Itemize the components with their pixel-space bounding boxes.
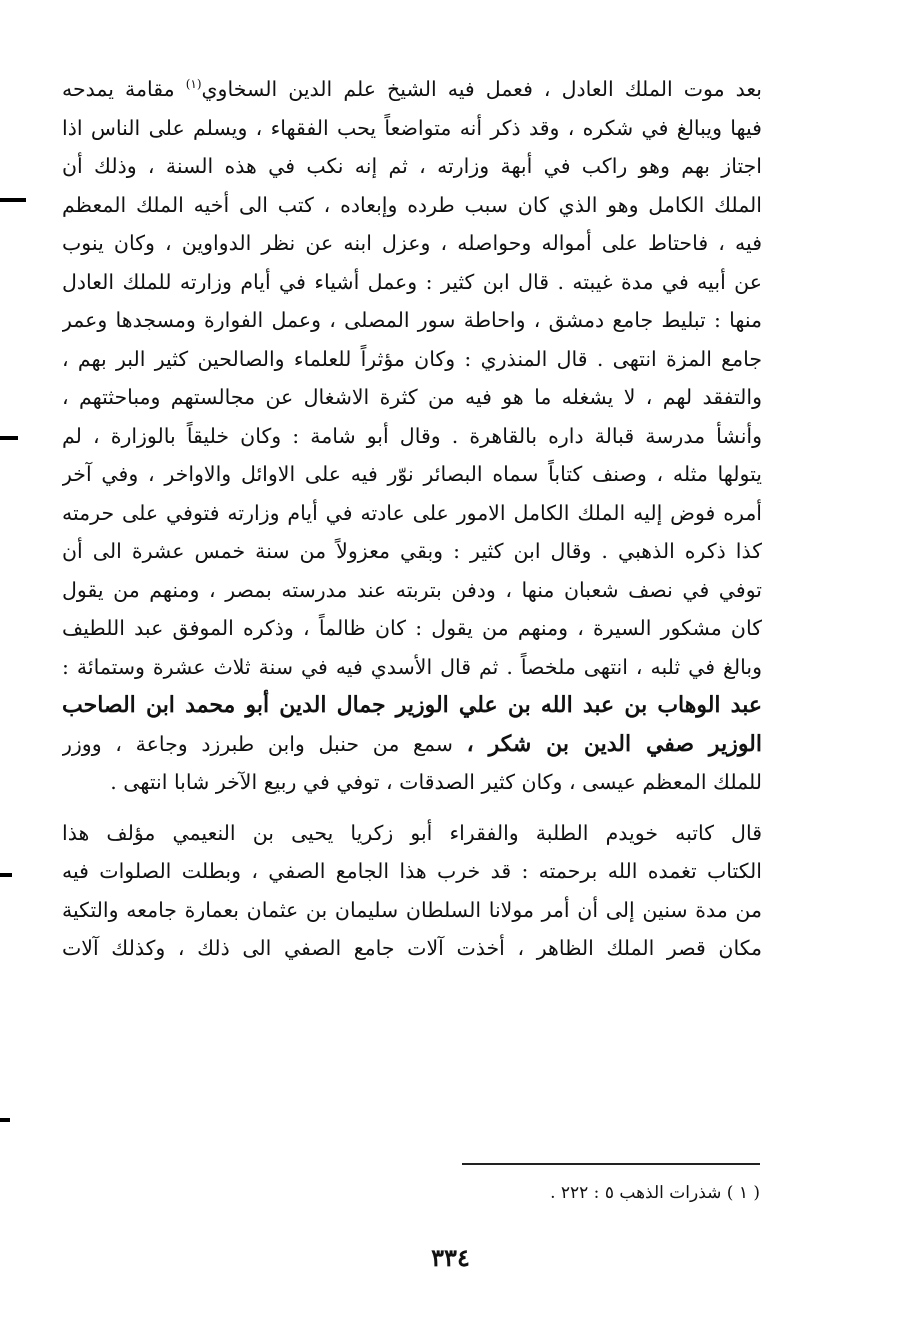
scan-margin-mark — [0, 436, 18, 440]
text-line-9: والتفقد لهم ، لا يشغله ما هو فيه من كثرة الاشغال عن مجالستهم ومباحثتهم ، — [62, 385, 762, 409]
text-line-7: منها : تبليط جامع دمشق ، واحاطة سور المصلى ، وعمل الفوارة ومسجدها وعمر — [62, 308, 762, 332]
line-1-main: بعد موت الملك العادل ، فعمل فيه الشيخ علم الدين السخاوي — [201, 77, 762, 101]
text-line-2: فيها ويبالغ في شكره ، وقد ذكر أنه متواضعاً يحب الفقهاء ، ويسلم على الناس اذا — [62, 115, 762, 140]
text-line-21: الكتاب تغمده الله برحمته : قد خرب هذا الجامع الصفي ، وبطلت الصلوات فيه — [62, 859, 762, 883]
biography-heading-line-2 — [62, 725, 762, 764]
text-line-22: من مدة سنين إلى أن أمر مولانا السلطان سليمان بن عثمان بعمارة جامعه والتكية — [62, 897, 762, 922]
text-line-3: اجتاز بهم وهو راكب في أبهة وزارته ، ثم إنه نكب في هذه السنة ، وذلك أن — [62, 154, 762, 178]
scan-margin-mark — [0, 198, 26, 202]
text-line-23: مكان قصر الملك الظاهر ، أخذت آلات جامع الصفي الى ذلك ، وكذلك آلات — [62, 936, 762, 960]
text-line-11: يتولها مثله ، وصنف كتاباً سماه البصائر نوّر فيه على الاوائل والاواخر ، وفي آخر — [62, 462, 762, 486]
text-line-8: جامع المزة انتهى . قال المنذري : وكان مؤثراً للعلماء والصالحين كثير البر بهم ، — [62, 346, 762, 371]
text-line-16: وبالغ في ثلبه ، انتهى ملخصاً . ثم قال الأسدي فيه في سنة ثلاث عشرة وستمائة : — [62, 654, 762, 679]
text-line-15: كان مشكور السيرة ، ومنهم من يقول : كان ظالماً ، وذكره الموفق عبد اللطيف — [62, 616, 762, 640]
footnote-reference: (١) — [185, 77, 202, 92]
footnote: ( ١ ) شذرات الذهب ٥ : ٢٢٢ . — [550, 1183, 760, 1203]
biography-heading-line-1: عبد الوهاب بن عبد الله بن علي الوزير جمال الدين أبو محمد ابن الصاحب — [62, 692, 762, 718]
text-line-14: توفي في نصف شعبان منها ، ودفن بتربته عند مدرسته بمصر ، ومنهم من يقول — [62, 577, 762, 602]
scan-margin-mark — [0, 1118, 10, 1122]
text-line-5: فيه ، فاحتاط على أمواله وحواصله ، وعزل ابنه عن نظر الدواوين ، وكان ينوب — [62, 231, 762, 255]
text-line-20: قال كاتبه خويدم الطلبة والفقراء أبو زكريا يحيى بن النعيمي مؤلف هذا — [62, 820, 762, 845]
footnote-divider — [462, 1163, 760, 1165]
biography-heading-bold: الوزير صفي الدين بن شكر ، — [466, 730, 762, 757]
text-line-12: أمره فوض إليه الملك الكامل الامور على عادته في أيام وزارته فتوفي على حرمته — [62, 500, 762, 525]
page-body — [62, 70, 762, 968]
paragraph-gap — [62, 802, 762, 814]
scan-margin-mark — [0, 873, 12, 877]
text-line-10: وأنشأ مدرسة قبالة داره بالقاهرة . وقال أبو شامة : وكان خليقاً بالوزارة ، لم — [62, 423, 762, 448]
text-line-6: عن أبيه في مدة غيبته . قال ابن كثير : وعمل أشياء في أيام وزارته للملك العادل — [62, 269, 762, 294]
line-1-tail: مقامة يمدحه — [62, 77, 186, 101]
text-line-19: للملك المعظم عيسى ، وكان كثير الصدقات ، توفي في ربيع الآخر شابا انتهى . — [110, 770, 762, 794]
text-line-13: كذا ذكره الذهبي . وقال ابن كثير : وبقي معزولاً من سنة خمس عشرة الى أن — [62, 539, 762, 563]
biography-heading-rest: سمع من حنبل وابن طبرزد وجاعة ، ووزر — [62, 731, 467, 756]
page-number: ٣٣٤ — [431, 1243, 470, 1272]
text-line-4: الملك الكامل وهو الذي كان سبب طرده وإبعاده ، كتب الى أخيه الملك المعظم — [62, 192, 762, 217]
text-line-1 — [62, 70, 762, 109]
